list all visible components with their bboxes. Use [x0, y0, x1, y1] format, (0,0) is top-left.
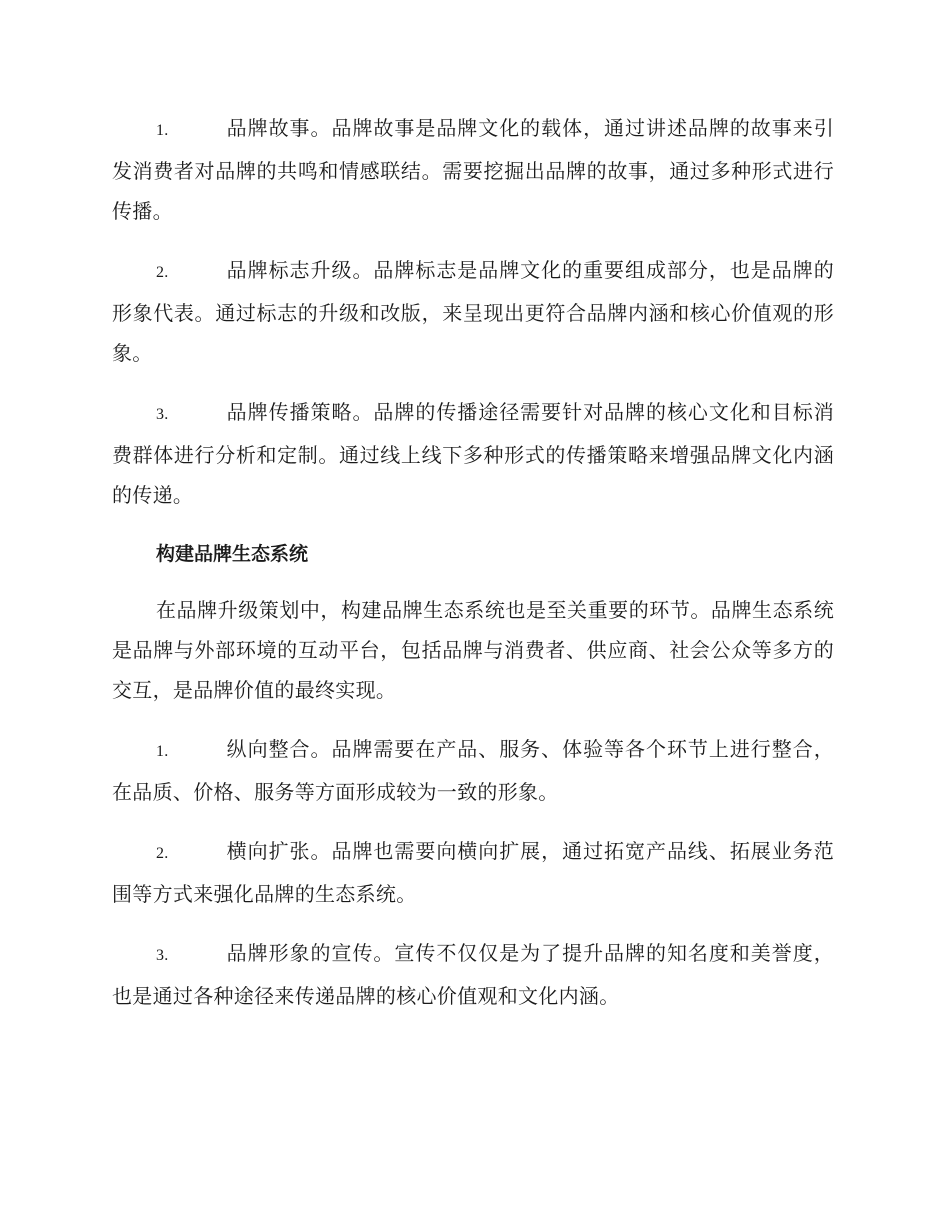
intro-paragraph: 在品牌升级策划中，构建品牌生态系统也是至关重要的环节。品牌生态系统是品牌与外部环境的互动平台，包括品牌与消费者、供应商、社会公众等多方的交互，是品牌价值的最终实现。 [112, 598, 834, 702]
list-number: 1. [156, 122, 169, 139]
list-item-text: 纵向整合。品牌需要在产品、服务、体验等各个环节上进行整合，在品质、价格、服务等方面形成较为一致的形象。 [112, 737, 834, 804]
list-number: 2. [156, 845, 169, 862]
section-heading: 构建品牌生态系统 [156, 543, 309, 565]
list-item-text: 品牌形象的宣传。宣传不仅仅是为了提升品牌的知名度和美誉度，也是通过各种途径来传递品牌的核心价值观和文化内涵。 [112, 941, 834, 1008]
list-item [112, 729, 834, 812]
list-number: 3. [156, 406, 169, 423]
list-item-text: 品牌传播策略。品牌的传播途径需要针对品牌的核心文化和目标消费群体进行分析和定制。通过线上线下多种形式的传播策略来增强品牌文化内涵的传递。 [112, 400, 834, 507]
document-page [112, 108, 834, 1035]
list-number: 3. [156, 947, 169, 964]
list-item-text: 品牌标志升级。品牌标志是品牌文化的重要组成部分，也是品牌的形象代表。通过标志的升级和改版，来呈现出更符合品牌内涵和核心价值观的形象。 [112, 258, 834, 365]
list-item-text: 品牌故事。品牌故事是品牌文化的载体，通过讲述品牌的故事来引发消费者对品牌的共鸣和情感联结。需要挖掘出品牌的故事，通过多种形式进行传播。 [112, 116, 834, 223]
list-number: 1. [156, 743, 169, 760]
list-item-text: 横向扩张。品牌也需要向横向扩展，通过拓宽产品线、拓展业务范围等方式来强化品牌的生态系统。 [112, 839, 834, 906]
list-item [112, 933, 834, 1016]
list-item [112, 831, 834, 914]
list-number: 2. [156, 264, 169, 281]
list-item [112, 392, 834, 515]
list-item [112, 108, 834, 231]
list-item [112, 250, 834, 373]
